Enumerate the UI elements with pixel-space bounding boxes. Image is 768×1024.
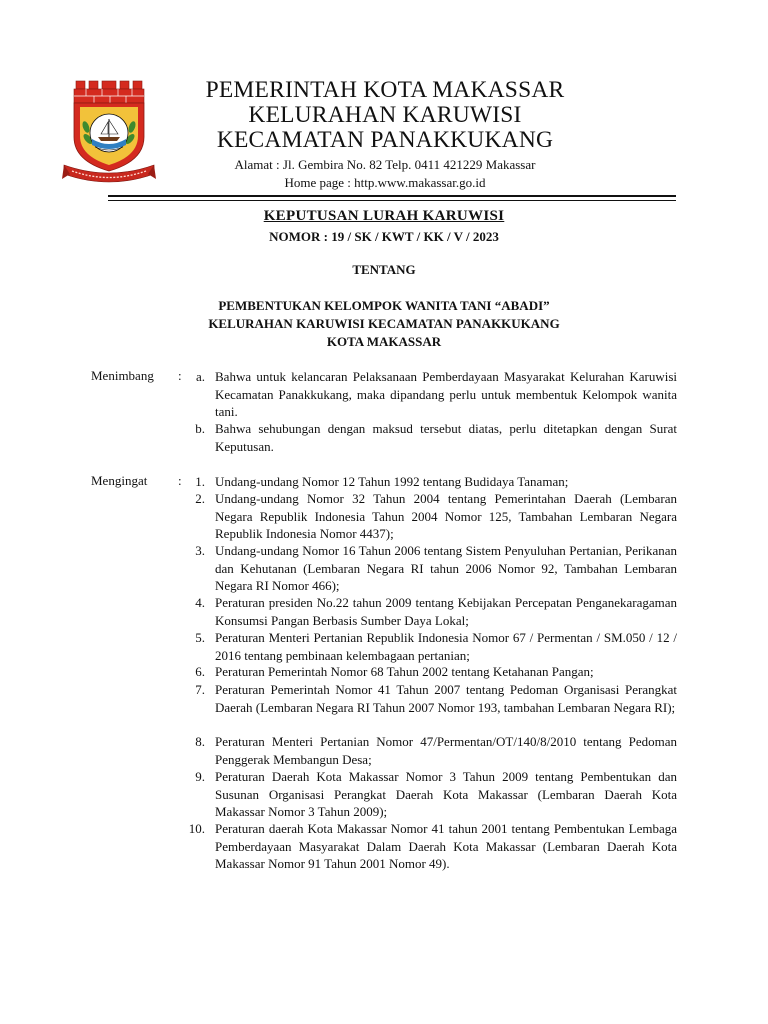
item-number: 8. <box>195 734 205 749</box>
item-number: b. <box>195 421 205 436</box>
item-text: Peraturan Menteri Pertanian Nomor 47/Permentan/OT/140/8/2010 tentang Pedoman Penggerak Membangun Desa; <box>215 734 677 767</box>
item-text: Undang-undang Nomor 12 Tahun 1992 tentang Budidaya Tanaman; <box>215 474 569 489</box>
item-number: a. <box>195 369 205 384</box>
decree-subject-line: KELURAHAN KARUWISI KECAMATAN PANAKKUKANG <box>208 316 560 331</box>
item-number: 10. <box>188 821 205 836</box>
menimbang-colon: : <box>178 368 182 383</box>
item-number: 2. <box>195 491 205 506</box>
letterhead-address: Alamat : Jl. Gembira No. 82 Telp. 0411 421229 Makassar <box>234 157 536 172</box>
city-logo <box>62 79 156 189</box>
item-number: 7. <box>195 682 205 697</box>
item-text: Peraturan daerah Kota Makassar Nomor 41 tahun 2001 tentang Pembentukan Lembaga Pemberdayaan Masyarakat Dalam Daerah Kota Makassar (Lembaran Daerah Kota Makassar Nomor 91 Tahun 2001 Nomor 49). <box>215 821 677 871</box>
letterhead <box>160 78 610 192</box>
item-text: Undang-undang Nomor 16 Tahun 2006 tentang Sistem Penyuluhan Pertanian, Perikanan dan Kehutanan (Lembaran Negara RI tahun 2006 Nomor 92, Tambahan Lembaran Negara RI Nomor 466); <box>215 543 677 593</box>
item-number: 9. <box>195 769 205 784</box>
item-number: 6. <box>195 664 205 679</box>
item-text: Peraturan Daerah Kota Makassar Nomor 3 Tahun 2009 tentang Pembentukan dan Susunan Organisasi Perangkat Daerah Kota Makassar (Lembaran Daerah Kota Makassar Nomor 3 Tahun 2009); <box>215 769 677 819</box>
makassar-coat-of-arms-icon <box>62 79 156 189</box>
letterhead-government: PEMERINTAH KOTA MAKASSAR <box>205 77 565 103</box>
item-text: Peraturan Pemerintah Nomor 68 Tahun 2002 tentang Ketahanan Pangan; <box>215 664 594 679</box>
item-text: Peraturan Menteri Pertanian Republik Indonesia Nomor 67 / Permentan / SM.050 / 12 / 2016 tentang pembinaan kelembagaan pertanian; <box>215 630 677 663</box>
decree-subject-line: KOTA MAKASSAR <box>326 334 442 349</box>
decree-tentang: TENTANG <box>352 262 416 277</box>
item-text: Bahwa sehubungan dengan maksud tersebut diatas, perlu ditetapkan dengan Surat Keputusan. <box>215 421 677 454</box>
item-number: 5. <box>195 630 205 645</box>
letterhead-divider-thick <box>108 195 676 197</box>
decree-number: NOMOR : 19 / SK / KWT / KK / V / 2023 <box>269 229 499 244</box>
item-text: Peraturan Pemerintah Nomor 41 Tahun 2007 tentang Pedoman Organisasi Perangkat Daerah (Lembaran Negara RI Tahun 2007 Nomor 193, tambahan Lembaran Negara RI); <box>215 682 677 715</box>
item-text: Undang-undang Nomor 32 Tahun 2004 tentang Pemerintahan Daerah (Lembaran Negara Republik Indonesia Tahun 2004 Nomor 125, Tambahan Lembaran Negara Republik Indonesia Nomor 4437); <box>215 491 677 541</box>
item-text: Bahwa untuk kelancaran Pelaksanaan Pemberdayaan Masyarakat Kelurahan Karuwisi Kecamatan Panakkukang, maka dipandang perlu untuk membentuk Kelompok wanita tani. <box>215 369 677 419</box>
item-number: 4. <box>195 595 205 610</box>
mengingat-colon: : <box>178 473 182 488</box>
item-number: 1. <box>195 474 205 489</box>
decree-title: KEPUTUSAN LURAH KARUWISI <box>263 208 505 224</box>
menimbang-label: Menimbang <box>91 368 154 383</box>
letterhead-divider-thin <box>108 200 676 201</box>
letterhead-kelurahan: KELURAHAN KARUWISI <box>248 102 522 128</box>
mengingat-label: Mengingat <box>91 473 148 488</box>
letterhead-kecamatan: KECAMATAN PANAKKUKANG <box>216 127 554 153</box>
decree-subject-line: PEMBENTUKAN KELOMPOK WANITA TANI “ABADI” <box>218 298 550 313</box>
letterhead-homepage: Home page : http.www.makassar.go.id <box>284 175 486 190</box>
item-number: 3. <box>195 543 205 558</box>
item-text: Peraturan presiden No.22 tahun 2009 tentang Kebijakan Percepatan Penganekaragaman Konsumsi Pangan Berbasis Sumber Daya Lokal; <box>215 595 677 628</box>
